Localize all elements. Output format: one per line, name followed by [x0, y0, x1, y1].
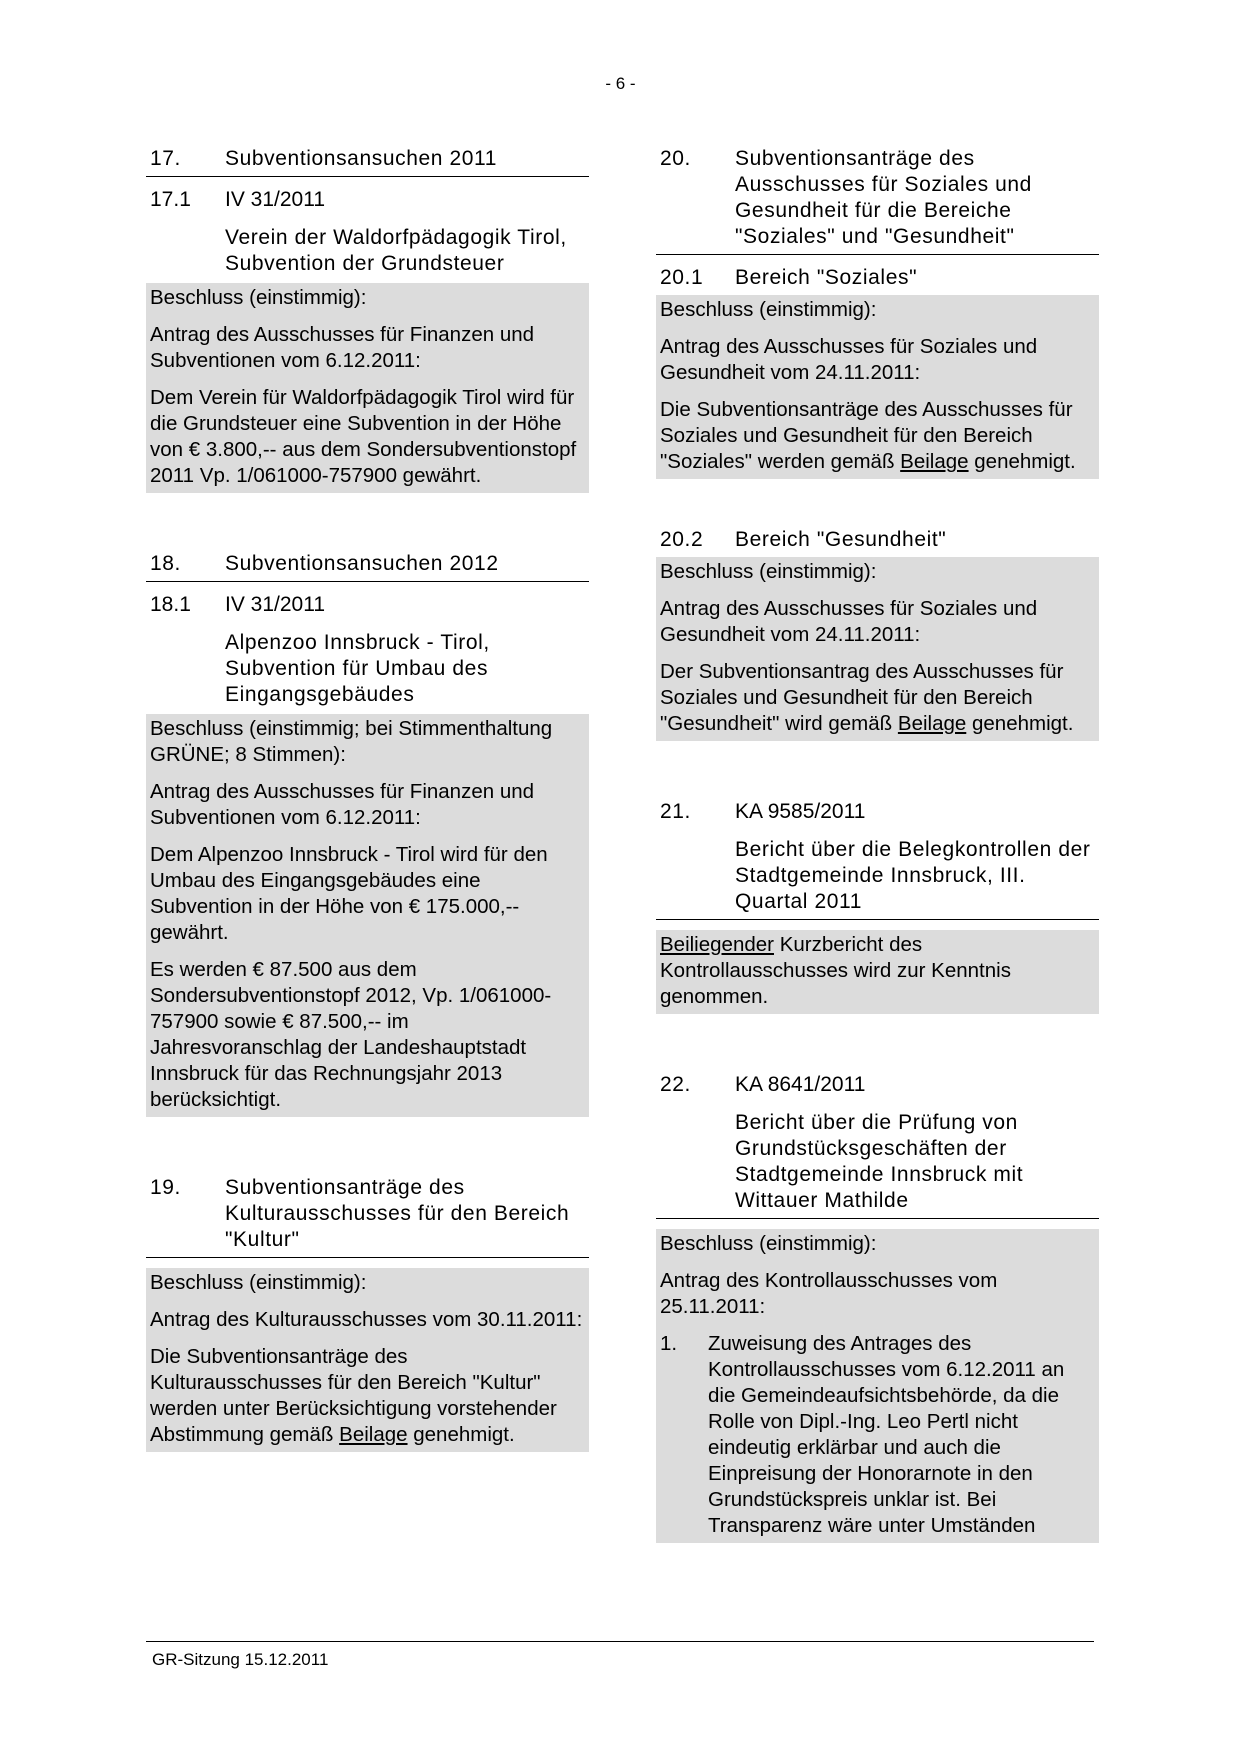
motion-text: Antrag des Kulturausschusses vom 30.11.2011:	[150, 1308, 583, 1331]
resolution-text-a: Der Subventionsantrag des Ausschusses für Soziales und Gesundheit für den Bereich "Gesundheit" wird gemäß	[660, 660, 1064, 735]
item-20-1	[656, 255, 1099, 295]
item-20-title: Subventionsanträge des Ausschusses für Soziales und Gesundheit für die Bereiche "Soziales" und "Gesundheit"	[735, 147, 1032, 248]
item-18-1-number: 18.1	[150, 593, 191, 616]
item-22-ref: KA 8641/2011	[735, 1073, 866, 1096]
item-18-1	[146, 582, 589, 714]
item-20-1-number: 20.1	[660, 266, 704, 289]
item-21-ref: KA 9585/2011	[735, 800, 866, 823]
resolution-text-b: genehmigt.	[413, 1423, 515, 1446]
list-item	[660, 1331, 1095, 1539]
motion-text: Antrag des Ausschusses für Soziales und Gesundheit vom 24.11.2011:	[660, 597, 1038, 646]
resolution-text	[660, 397, 1095, 475]
left-column	[146, 146, 589, 1452]
item-18-decision-box	[146, 714, 589, 1117]
decision-label: Beschluss (einstimmig):	[660, 560, 877, 583]
decision-label: Beschluss (einstimmig):	[660, 298, 877, 321]
motion-text: Antrag des Ausschusses für Finanzen und Subventionen vom 6.12.2011:	[150, 780, 535, 829]
beilage-link[interactable]: Beilage	[897, 712, 967, 735]
item-19-decision-box	[146, 1268, 589, 1452]
footer-divider	[146, 1641, 1094, 1642]
resolution-text-b: genehmigt.	[971, 712, 1074, 735]
resolution-text-a: Die Subventionsanträge des Ausschusses für Soziales und Gesundheit für den Bereich "Soziales" werden gemäß	[660, 398, 1073, 473]
item-17-number: 17.	[150, 147, 181, 170]
item-18-title: Subventionsansuchen 2012	[225, 552, 499, 575]
item-22-number: 22.	[660, 1073, 691, 1096]
right-column	[656, 146, 1099, 1543]
item-17-1-ref: IV 31/2011	[225, 188, 326, 211]
item-19-heading	[146, 1175, 589, 1258]
resolution-text: Dem Alpenzoo Innsbruck - Tirol wird für den Umbau des Eingangsgebäudes eine Subvention in der Höhe von € 175.000,-- gewährt.	[150, 843, 548, 944]
item-17-title: Subventionsansuchen 2011	[225, 147, 498, 170]
item-22-heading	[656, 1072, 1099, 1219]
item-19-title: Subventionsanträge des Kulturausschusses für den Bereich "Kultur"	[225, 1176, 570, 1251]
item-18-1-description: Alpenzoo Innsbruck - Tirol, Subvention für Umbau des Eingangsgebäudes	[225, 631, 490, 706]
resolution-text	[150, 1344, 585, 1448]
item-21-decision-box	[656, 930, 1099, 1014]
item-18-heading	[146, 551, 589, 582]
item-20-2-title: Bereich "Gesundheit"	[735, 528, 947, 551]
item-17-1-description: Verein der Waldorfpädagogik Tirol, Subvention der Grundsteuer	[225, 226, 567, 275]
item-20-heading	[656, 146, 1099, 255]
item-17-1	[146, 177, 589, 283]
beiliegender-link[interactable]: Beiliegender	[660, 933, 774, 956]
item-18-1-ref: IV 31/2011	[225, 593, 326, 616]
motion-text: Antrag des Kontrollausschusses vom 25.11.2011:	[660, 1269, 998, 1318]
resolution-text-body: Kurzbericht des Kontrollausschusses wird zur Kenntnis genommen.	[660, 933, 1011, 1008]
item-21-heading	[656, 799, 1099, 920]
item-22-decision-box	[656, 1229, 1099, 1543]
beilage-link[interactable]: Beilage	[339, 1423, 408, 1446]
item-19-number: 19.	[150, 1176, 181, 1199]
decision-label: Beschluss (einstimmig):	[150, 286, 367, 309]
decision-label: Beschluss (einstimmig):	[150, 1271, 367, 1294]
item-20-2	[656, 527, 1099, 557]
resolution-text-b: genehmigt.	[974, 450, 1076, 473]
motion-text: Antrag des Ausschusses für Soziales und Gesundheit vom 24.11.2011:	[660, 335, 1038, 384]
item-20-1-decision-box	[656, 295, 1099, 479]
item-18-number: 18.	[150, 552, 181, 575]
item-20-1-title: Bereich "Soziales"	[735, 266, 918, 289]
list-item-text: Zuweisung des Antrages des Kontrollausschusses vom 6.12.2011 an die Gemeindeaufsichtsbehörde, da die Rolle von Dipl.-Ing. Leo Pertl nicht eindeutig erklärbar und auch die Einpreisung der Honorarnote in den Grundstückspreis unklar ist. Bei Transparenz wäre unter Umständen	[708, 1332, 1065, 1537]
resolution-text	[660, 932, 1095, 1010]
footer-text: GR-Sitzung 15.12.2011	[152, 1650, 329, 1669]
resolution-text-a: Die Subventionsanträge des Kulturausschusses für den Bereich "Kultur" werden unter Berücksichtigung vorstehender Abstimmung gemäß	[150, 1345, 557, 1446]
item-17-1-number: 17.1	[150, 188, 191, 211]
decision-label: Beschluss (einstimmig):	[660, 1232, 877, 1255]
item-20-2-decision-box	[656, 557, 1099, 741]
item-21-description: Bericht über die Belegkontrollen der Stadtgemeinde Innsbruck, III. Quartal 2011	[735, 838, 1091, 913]
item-20-2-number: 20.2	[660, 528, 704, 551]
beilage-link[interactable]: Beilage	[900, 450, 969, 473]
list-item-number: 1.	[660, 1332, 678, 1355]
item-20-number: 20.	[660, 147, 691, 170]
page-number: - 6 -	[605, 74, 636, 93]
item-21-number: 21.	[660, 800, 691, 823]
resolution-text: Dem Verein für Waldorfpädagogik Tirol wird für die Grundsteuer eine Subvention in der Höhe von € 3.800,-- aus dem Sondersubventionstopf 2011 Vp. 1/061000-757900 gewährt.	[150, 386, 577, 487]
decision-label: Beschluss (einstimmig; bei Stimmenthaltung GRÜNE; 8 Stimmen):	[150, 717, 553, 766]
resolution-text	[660, 659, 1095, 737]
item-17-decision-box	[146, 283, 589, 493]
motion-text: Antrag des Ausschusses für Finanzen und Subventionen vom 6.12.2011:	[150, 323, 535, 372]
resolution-text-2: Es werden € 87.500 aus dem Sondersubventionstopf 2012, Vp. 1/061000-757900 sowie € 87.500,-- im Jahresvoranschlag der Landeshauptstadt Innsbruck für das Rechnungsjahr 2013 berücksichtigt.	[150, 958, 552, 1111]
item-22-description: Bericht über die Prüfung von Grundstücksgeschäften der Stadtgemeinde Innsbruck mit Wittauer Mathilde	[735, 1111, 1024, 1212]
item-17-heading	[146, 146, 589, 177]
